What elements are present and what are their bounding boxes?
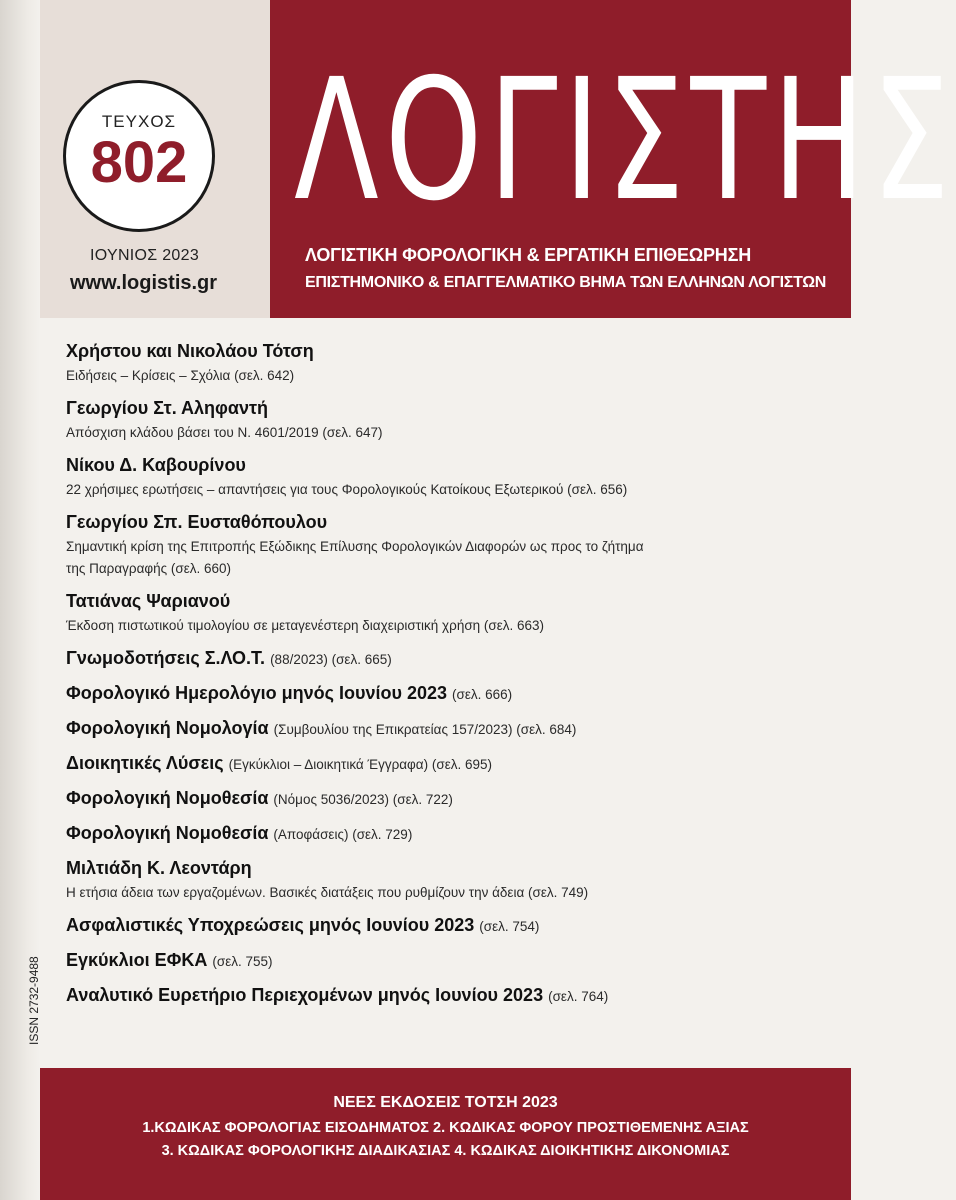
toc-entry[interactable] — [66, 984, 826, 1008]
magazine-title: ΛΟΓΙΣΤΗΣ — [294, 44, 956, 239]
masthead-subtitle-1: ΛΟΓΙΣΤΙΚΗ ΦΟΡΟΛΟΓΙΚΗ & ΕΡΓΑΤΙΚΗ ΕΠΙΘΕΩΡΗΣΗ — [305, 245, 752, 265]
footer-heading: ΝΕΕΣ ΕΚΔΟΣΕΙΣ ΤΟΤΣΗ 2023 — [333, 1094, 558, 1111]
toc-entry[interactable] — [66, 647, 826, 671]
toc-detail: (Συμβουλίου της Επικρατείας 157/2023) (σελ. 684) — [273, 722, 577, 737]
issue-badge — [63, 80, 215, 232]
toc-description: Ειδήσεις – Κρίσεις – Σχόλια (σελ. 642) — [66, 368, 295, 383]
toc-title: Διοικητικές Λύσεις — [66, 753, 224, 773]
toc-entry[interactable] — [66, 787, 826, 811]
toc-description: 22 χρήσιμες ερωτήσεις – απαντήσεις για τους Φορολογικούς Κατοίκους Εξωτερικού (σελ. 656) — [66, 482, 628, 497]
toc-entry[interactable] — [66, 717, 826, 741]
toc-title: Αναλυτικό Ευρετήριο Περιεχομένων μηνός Ιουνίου 2023 — [66, 985, 544, 1005]
toc-author: Χρήστου και Νικολάου Τότση — [66, 341, 314, 361]
issue-number: 802 — [90, 130, 188, 195]
toc-author: Νίκου Δ. Καβουρίνου — [66, 455, 246, 475]
footer-line-1: 1.ΚΩΔΙΚΑΣ ΦΟΡΟΛΟΓΙΑΣ ΕΙΣΟΔΗΜΑΤΟΣ 2. ΚΩΔΙΚΑΣ ΦΟΡΟΥ ΠΡΟΣΤΙΘΕΜΕΝΗΣ ΑΞΙΑΣ — [142, 1120, 749, 1136]
toc-detail: (Εγκύκλιοι – Διοικητικά Έγγραφα) (σελ. 695) — [228, 757, 492, 772]
toc-entry[interactable] — [66, 949, 826, 973]
toc-entry[interactable] — [66, 590, 826, 636]
toc-entry[interactable] — [66, 511, 826, 579]
toc-detail: (σελ. 764) — [548, 989, 609, 1004]
issue-date: ΙΟΥΝΙΟΣ 2023 — [90, 247, 200, 264]
toc-entry[interactable] — [66, 397, 826, 443]
toc-detail: (σελ. 754) — [479, 919, 540, 934]
toc-entry[interactable] — [66, 822, 826, 846]
footer-line-2: 3. ΚΩΔΙΚΑΣ ΦΟΡΟΛΟΓΙΚΗΣ ΔΙΑΔΙΚΑΣΙΑΣ 4. ΚΩΔΙΚΑΣ ΔΙΟΙΚΗΤΙΚΗΣ ΔΙΚΟΝΟΜΙΑΣ — [161, 1143, 730, 1159]
toc-author: Μιλτιάδη Κ. Λεοντάρη — [66, 858, 252, 878]
issn-number: ISSN 2732-9488 — [27, 956, 41, 1045]
toc-description-line-1: Σημαντική κρίση της Επιτροπής Εξώδικης Επίλυσης Φορολογικών Διαφορών ως προς το ζήτημα — [66, 539, 644, 554]
toc-entry[interactable] — [66, 857, 826, 903]
toc-author: Γεωργίου Σπ. Ευσταθόπουλου — [66, 512, 328, 532]
toc-title: Φορολογική Νομοθεσία — [66, 823, 269, 843]
toc-entry[interactable] — [66, 340, 826, 386]
issue-label: ΤΕΥΧΟΣ — [101, 112, 177, 131]
toc-author: Γεωργίου Στ. Αληφαντή — [66, 398, 269, 418]
toc-description: Έκδοση πιστωτικού τιμολογίου σε μεταγενέστερη διαχειριστική χρήση (σελ. 663) — [66, 618, 545, 633]
toc-author: Τατιάνας Ψαριανού — [66, 591, 231, 611]
masthead — [270, 0, 956, 318]
toc-detail: (Αποφάσεις) (σελ. 729) — [273, 827, 413, 842]
table-of-contents — [66, 340, 826, 1019]
toc-detail: (Νόμος 5036/2023) (σελ. 722) — [273, 792, 453, 807]
toc-title: Φορολογικό Ημερολόγιο μηνός Ιουνίου 2023 — [66, 683, 447, 703]
toc-entry[interactable] — [66, 682, 826, 706]
toc-description-line-2: της Παραγραφής (σελ. 660) — [66, 561, 232, 576]
toc-title: Εγκύκλιοι ΕΦΚΑ — [66, 950, 208, 970]
toc-detail: (σελ. 666) — [452, 687, 513, 702]
toc-title: Ασφαλιστικές Υποχρεώσεις μηνός Ιουνίου 2023 — [66, 915, 475, 935]
masthead-subtitle-2: ΕΠΙΣΤΗΜΟΝΙΚΟ & ΕΠΑΓΓΕΛΜΑΤΙΚΟ ΒΗΜΑ ΤΩΝ ΕΛΛΗΝΩΝ ΛΟΓΙΣΤΩΝ — [305, 274, 827, 291]
toc-entry[interactable] — [66, 752, 826, 776]
toc-title: Φορολογική Νομολογία — [66, 718, 269, 738]
toc-detail: (88/2023) (σελ. 665) — [270, 652, 392, 667]
toc-title: Φορολογική Νομοθεσία — [66, 788, 269, 808]
toc-entry[interactable] — [66, 914, 826, 938]
toc-entry[interactable] — [66, 454, 826, 500]
footer-banner — [40, 1068, 851, 1200]
toc-description: Η ετήσια άδεια των εργαζομένων. Βασικές διατάξεις που ρυθμίζουν την άδεια (σελ. 749) — [66, 885, 589, 900]
website-link[interactable]: www.logistis.gr — [70, 272, 218, 294]
toc-description: Απόσχιση κλάδου βάσει του Ν. 4601/2019 (σελ. 647) — [66, 425, 383, 440]
toc-detail: (σελ. 755) — [212, 954, 273, 969]
toc-title: Γνωμοδοτήσεις Σ.ΛΟ.Τ. — [66, 648, 266, 668]
